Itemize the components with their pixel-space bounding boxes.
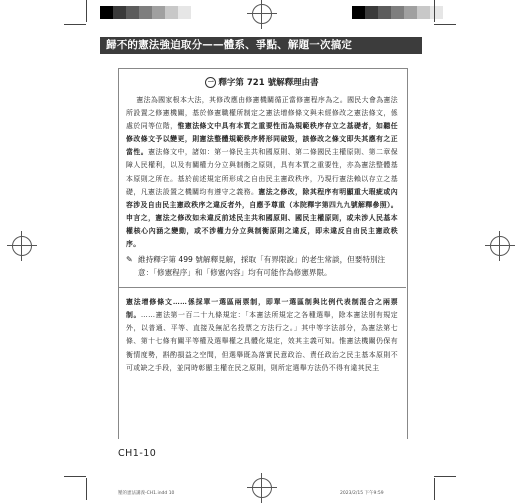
crop-mark — [86, 0, 87, 22]
crop-mark — [434, 478, 435, 500]
registration-mark-right — [490, 236, 510, 256]
page-number: CH1-10 — [118, 448, 157, 459]
color-bar-left — [100, 6, 191, 19]
article-title-text: 釋字第 721 號解釋理由書 — [218, 78, 319, 88]
paragraph-1-text-2: 憲法條文中，諸如：第一條民主共和國原則、第二條國民主權原則、第二章保障人民權利，以及有關權力分立與制衡之原則，具有本質之重要性，亦為憲法整體基本原則之所在。基於前述規定所形成之自由民主憲政秩序，乃現行憲法賴以存立之基礎，凡憲法設置之機關均有遵守之義務。 — [126, 148, 398, 196]
registration-mark-left — [12, 236, 32, 256]
footer-file-name: 壓的憲法講義-CH1.indd 10 — [118, 491, 175, 496]
paragraph-1 — [126, 94, 398, 251]
pen-icon: ✎ — [126, 255, 133, 265]
paragraph-1-emphasis: 惟憲法條文中具有本質之重要性而為規範秩序存立之基礎者，如聽任修改條文予以變更，則憲法整體規範秩序將形同破毀，該修改之條文即失其應有之正當性。 — [126, 122, 398, 157]
annotation-note — [126, 253, 398, 279]
crop-mark — [434, 0, 435, 22]
article-title — [126, 76, 398, 88]
footer-timestamp: 2023/2/15 下午9:59 — [340, 491, 384, 496]
crop-mark — [64, 24, 86, 25]
crop-mark — [86, 478, 87, 500]
registration-mark-top — [252, 4, 272, 24]
annotation-text: 維持釋字第 499 號解釋見解，採取「有界限說」的老生常談，但要特別注意：「修憲程序」和「修憲內容」均有可能作為修憲界限。 — [138, 255, 386, 278]
crop-mark — [64, 476, 86, 477]
crop-mark — [434, 24, 456, 25]
paragraph-1-emphasis-2: 憲法之修改，除其程序有明顯重大瑕疵或內容涉及自由民主憲政秩序之違反者外，自應予尊重（本院釋字第四九九號解釋參照）。申言之，憲法之修改如未違反前述民主共和國原則、國民主權原則，或未涉人民基本權核心內涵之變動，或不涉權力分立與制衡原則之違反，即未違反自由民主憲政秩序。 — [126, 187, 398, 249]
color-bar-right — [352, 6, 443, 19]
chapter-header: 歸不的憲法強迫取分——體系、爭點、解題一次搞定 — [100, 37, 422, 54]
article-content — [126, 72, 398, 375]
paragraph-2 — [126, 296, 398, 375]
crop-mark — [434, 476, 456, 477]
title-badge: 一 — [205, 77, 216, 88]
paragraph-1-text: 憲法為國家根本大法，其修改應由修憲機關循正當修憲程序為之。國民大會為憲法所設置之修憲機關，基於修憲職權所制定之憲法增修條文與未經修改之憲法條文，係處於同等位階， — [126, 96, 398, 131]
paragraph-2-emphasis: 憲法增修條文……係採單一選區兩票制，即單一選區制與比例代表制混合之兩票制。 — [126, 298, 398, 320]
divider — [118, 287, 406, 288]
paragraph-2-text: ……憲法第一百二十九條規定：「本憲法所規定之各種選舉，除本憲法別有規定外，以普通、平等、直接及無記名投票之方法行之。」其中等字法部分，為憲法第七條、第十七條有關平等權及選舉權之具體化規定，效其主義可知。惟憲法機關仍保有衡情度勢，斟酌損益之空間，但選舉既為落實民意政治、責任政治之民主基本原則不可或缺之手段，並同時彰顯主權在民之原則，則所定選舉方法仍不得有違其民主 — [126, 311, 399, 372]
registration-mark-bottom — [252, 478, 272, 498]
